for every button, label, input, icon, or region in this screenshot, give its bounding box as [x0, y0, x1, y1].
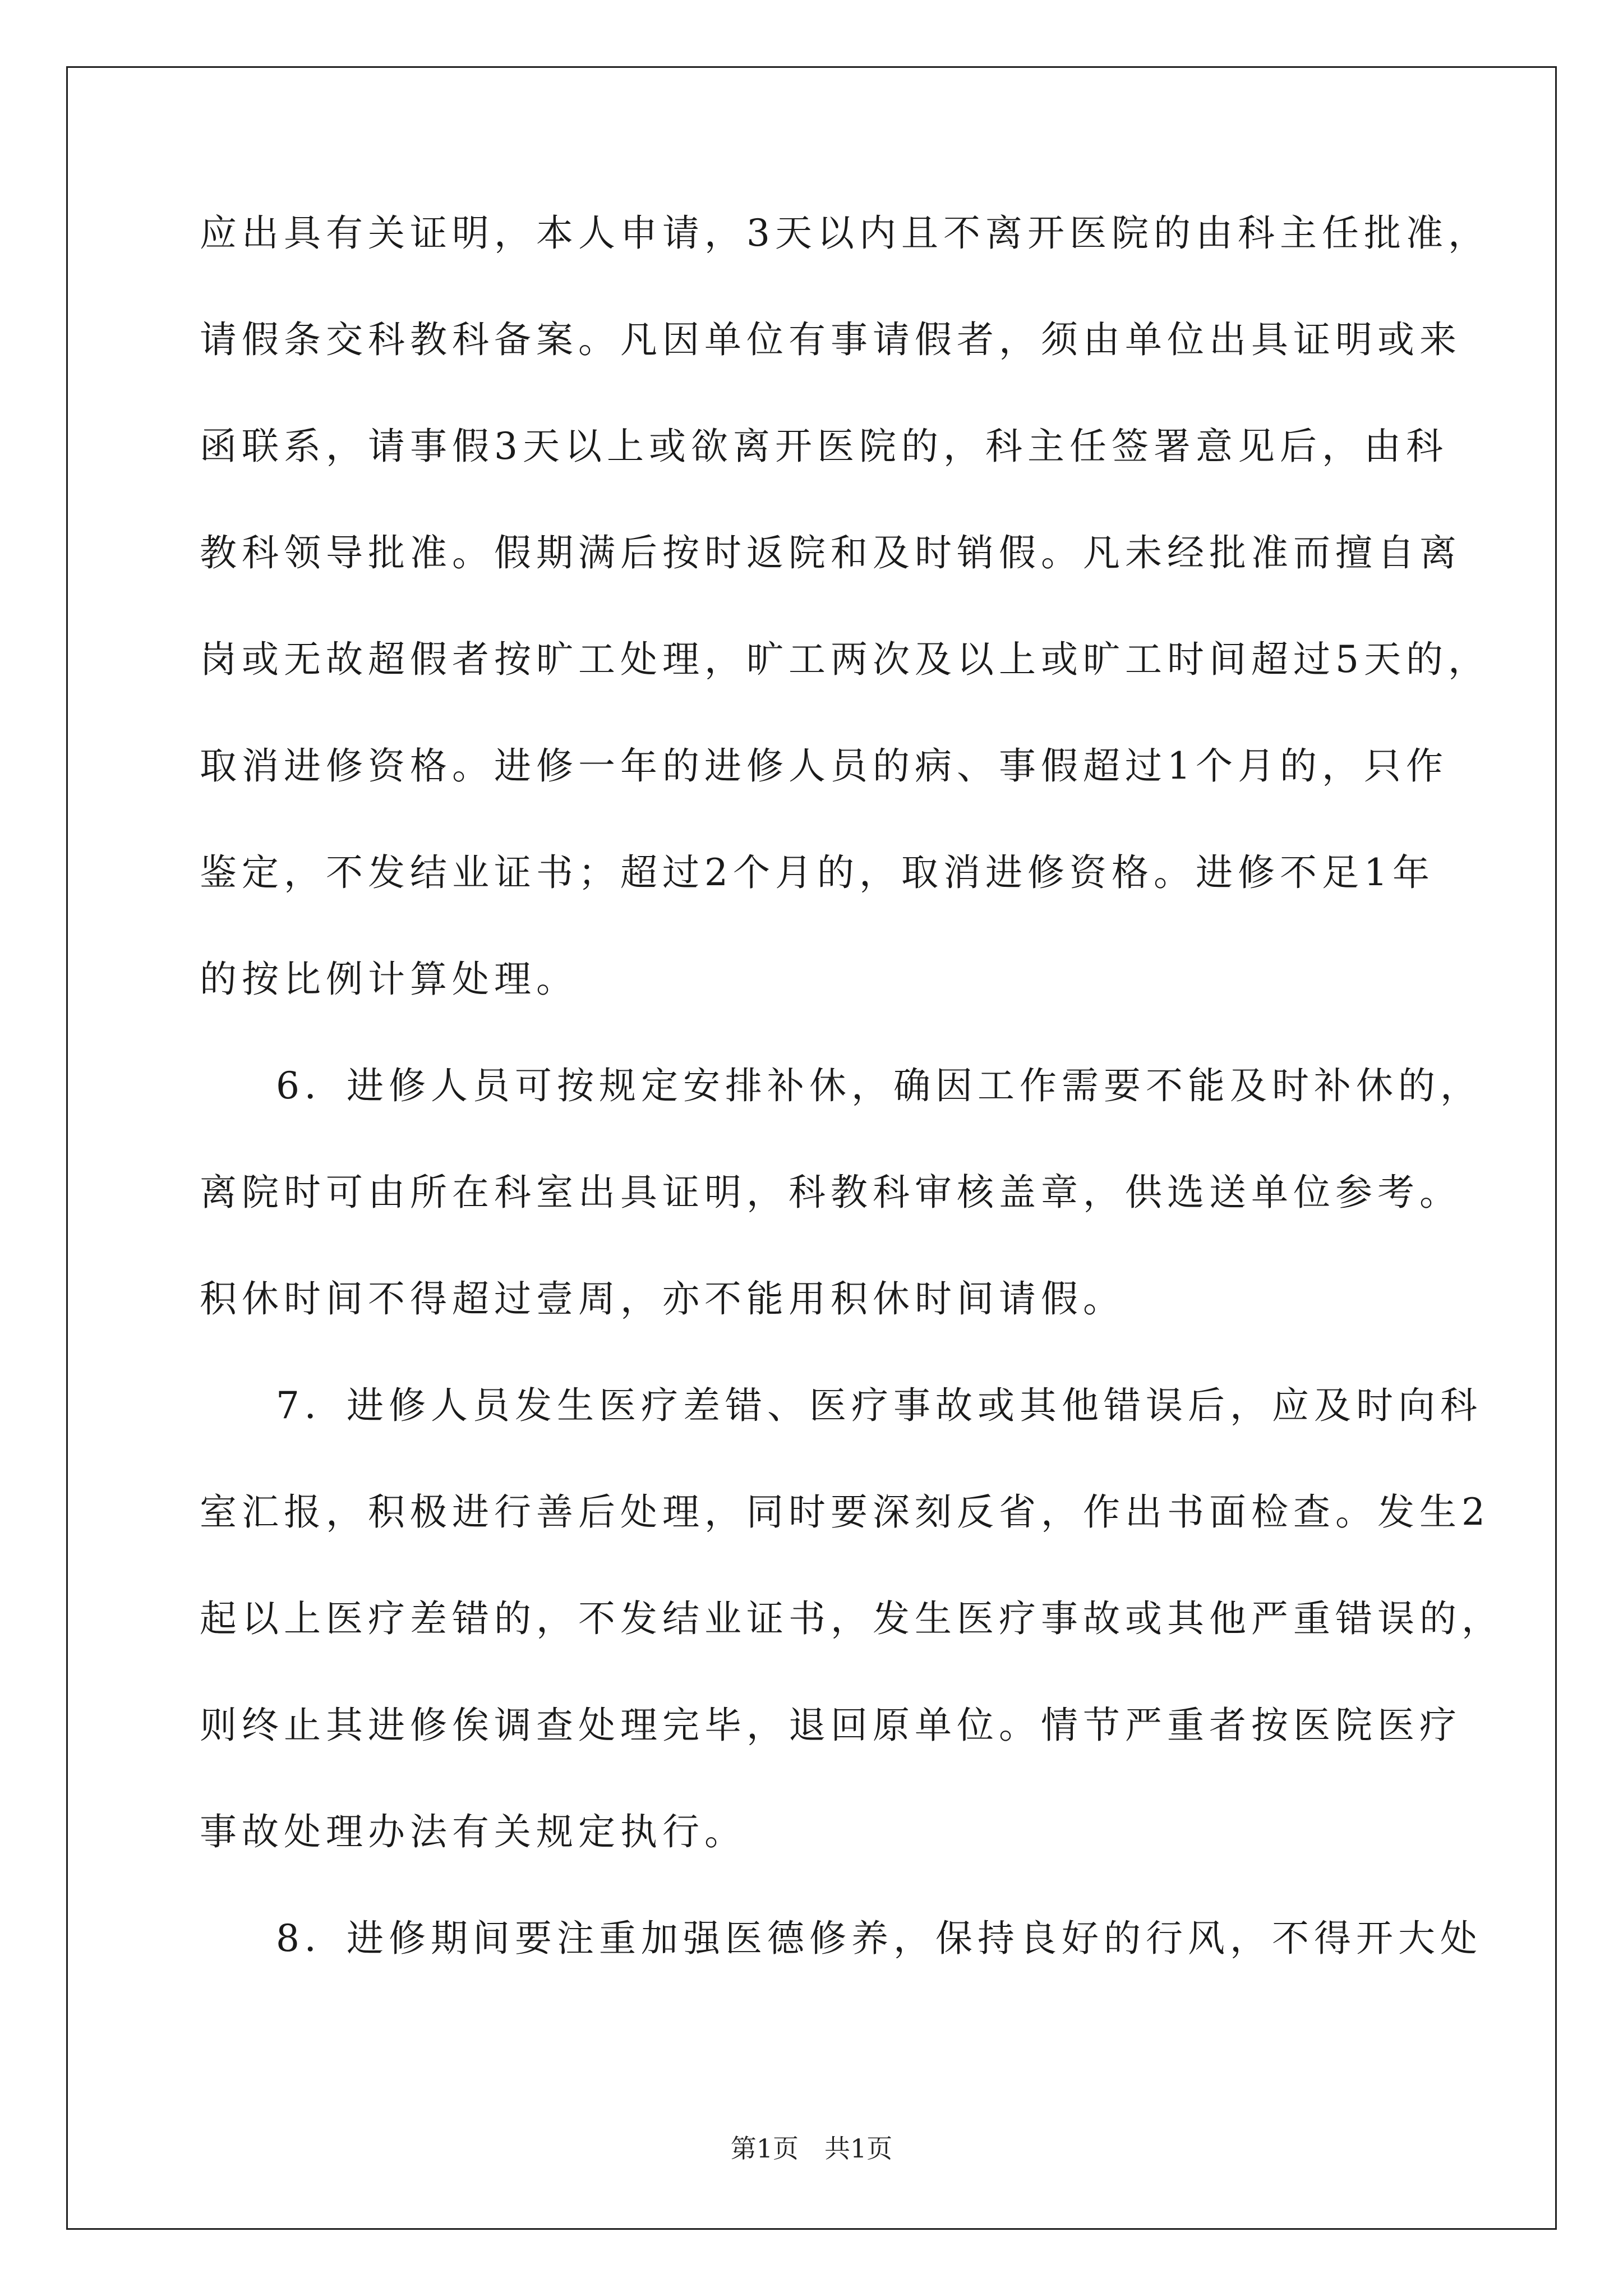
text-line: 起以上医疗差错的，不发结业证书，发生医疗事故或其他严重错误的， — [200, 1597, 1504, 1640]
text-line: 应出具有关证明，本人申请，3天以内且不离开医院的由科主任批准， — [200, 211, 1490, 255]
page-number-total: 共1页 — [824, 2133, 893, 2164]
page-number-current: 第1页 — [730, 2133, 799, 2164]
page-footer — [0, 2132, 1623, 2165]
text-line: 取消进修资格。进修一年的进修人员的病、事假超过1个月的，只作 — [200, 744, 1448, 788]
paragraph-6-first-line: 6．进修人员可按规定安排补休，确因工作需要不能及时补休的， — [276, 1064, 1482, 1107]
text-line: 事故处理办法有关规定执行。 — [200, 1810, 746, 1853]
text-line: 的按比例计算处理。 — [200, 958, 578, 1001]
paragraph-7-first-line: 7．进修人员发生医疗差错、医疗事故或其他错误后，应及时向科 — [276, 1384, 1482, 1427]
text-line: 鉴定，不发结业证书；超过2个月的，取消进修资格。进修不足1年 — [200, 851, 1435, 894]
text-line: 积休时间不得超过壹周，亦不能用积休时间请假。 — [200, 1277, 1125, 1320]
paragraph-8-first-line: 8．进修期间要注重加强医德修养，保持良好的行风，不得开大处 — [276, 1917, 1482, 1960]
text-line: 室汇报，积极进行善后处理，同时要深刻反省，作出书面检查。发生2 — [200, 1490, 1490, 1534]
text-line: 教科领导批准。假期满后按时返院和及时销假。凡未经批准而擅自离 — [200, 531, 1461, 574]
text-line: 离院时可由所在科室出具证明，科教科审核盖章，供选送单位参考。 — [200, 1171, 1461, 1214]
text-line: 请假条交科教科备案。凡因单位有事请假者，须由单位出具证明或来 — [200, 318, 1461, 361]
text-line: 岗或无故超假者按旷工处理，旷工两次及以上或旷工时间超过5天的， — [200, 638, 1490, 681]
text-line: 则终止其进修俟调查处理完毕，退回原单位。情节严重者按医院医疗 — [200, 1704, 1461, 1747]
text-line: 函联系，请事假3天以上或欲离开医院的，科主任签署意见后，由科 — [200, 425, 1448, 468]
